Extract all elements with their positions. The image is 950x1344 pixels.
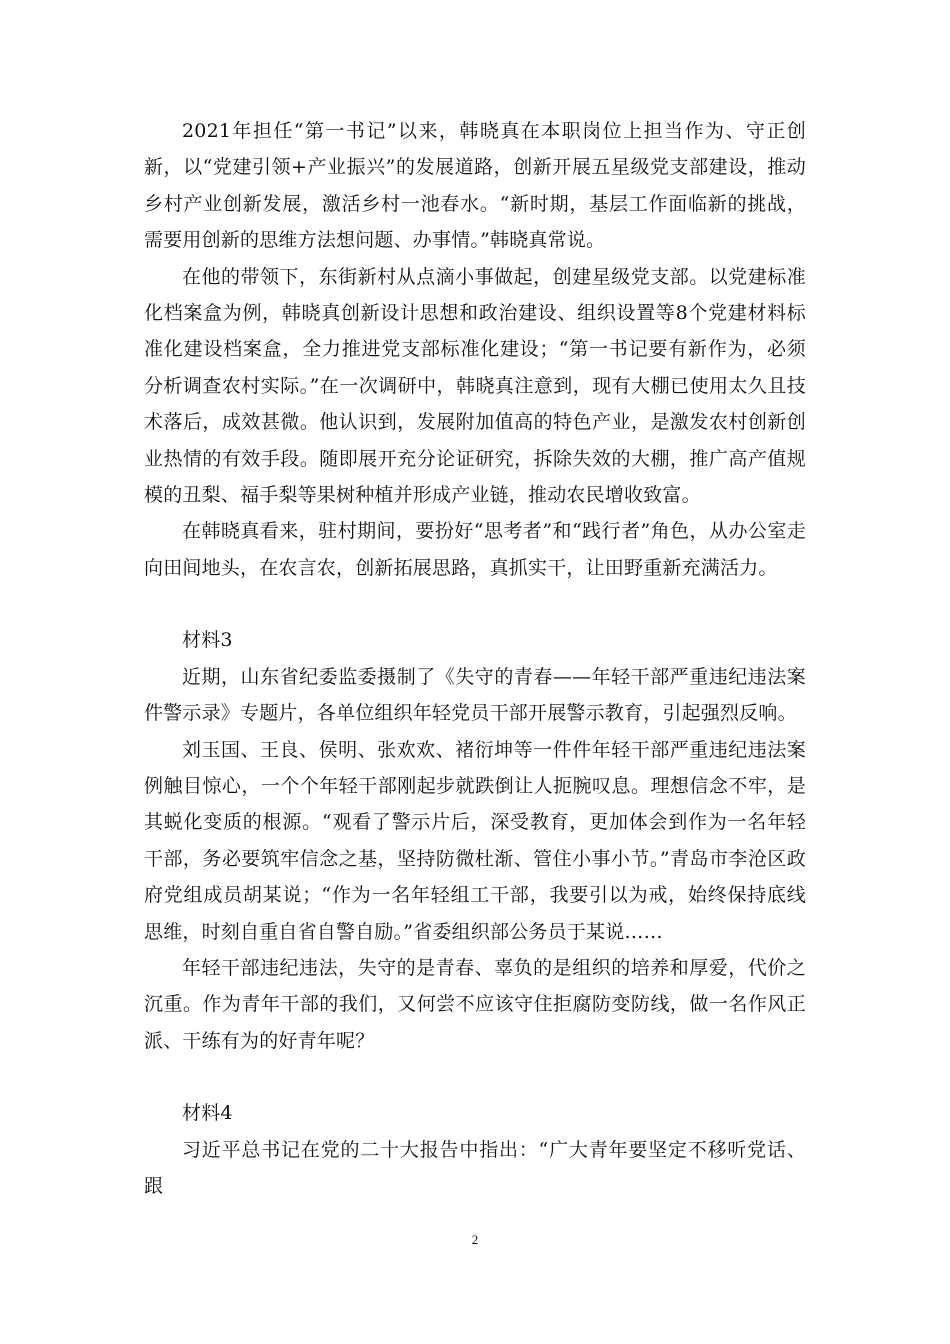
document-body [144,113,806,1198]
material-3-heading: 材料3 [182,629,233,652]
paragraph-thinker-doer: 在韩晓真看来，驻村期间，要扮好“思考者”和“践行者”角色，从办公室走向田间地头，在农言农，创新拓展思路，真抓实干，让田野重新充满活力。 [144,520,806,579]
material-3-paragraph-cases: 刘玉国、王良、侯明、张欢欢、褚衍坤等一件件年轻干部严重违纪违法案例触目惊心，一个个年轻干部刚起步就跌倒让人扼腕叹息。理想信念不牢，是其蜕化变质的根源。“观看了警示片后，深受教育，更加体会到作为一名年轻干部，务必要筑牢信念之基，坚持防微杜渐、管住小事小节。”青岛市李沧区政府党组成员胡某说；“作为一名年轻组工干部，我要引以为戒，始终保持底线思维，时刻自重自省自警自励。”省委组织部公务员于某说…… [144,738,806,943]
material-3-paragraph-reflection: 年轻干部违纪违法，失守的是青春、辜负的是组织的培养和厚爱，代价之沉重。作为青年干部的我们，又何尝不应该守住拒腐防变防线，做一名作风正派、干练有为的好青年呢？ [144,956,806,1052]
material-4-heading: 材料4 [182,1102,233,1125]
paragraph-party-branch: 在他的带领下，东街新村从点滴小事做起，创建星级党支部。以党建标准化档案盒为例，韩晓真创新设计思想和政治建设、组织设置等8个党建材料标准化建设档案盒，全力推进党支部标准化建设；“第一书记要有新作为，必须分析调查农村实际。”在一次调研中，韩晓真注意到，现有大棚已使用太久且技术落后，成效甚微。他认识到，发展附加值高的特色产业，是激发农村创新创业热情的有效手段。随即展开充分论证研究，拆除失效的大棚，推广高产值规模的丑梨、福手梨等果树种植并形成产业链，推动农民增收致富。 [144,265,806,507]
section-gap [144,586,806,622]
page-number: 2 [471,1232,479,1247]
section-gap [144,1059,806,1095]
material-4-paragraph-report: 习近平总书记在党的二十大报告中指出：“广大青年要坚定不移听党话、跟 [144,1138,806,1197]
material-3-paragraph-documentary: 近期，山东省纪委监委摄制了《失守的青春——年轻干部严重违纪违法案件警示录》专题片，各单位组织年轻党员干部开展警示教育，引起强烈反响。 [144,665,806,725]
paragraph-first-secretary: 2021年担任“第一书记”以来，韩晓真在本职岗位上担当作为、守正创新，以“党建引领+产业振兴”的发展道路，创新开展五星级党支部建设，推动乡村产业创新发展，激活乡村一池春水。“新时期，基层工作面临新的挑战，需要用创新的思维方法想问题、办事情。”韩晓真常说。 [144,120,806,252]
